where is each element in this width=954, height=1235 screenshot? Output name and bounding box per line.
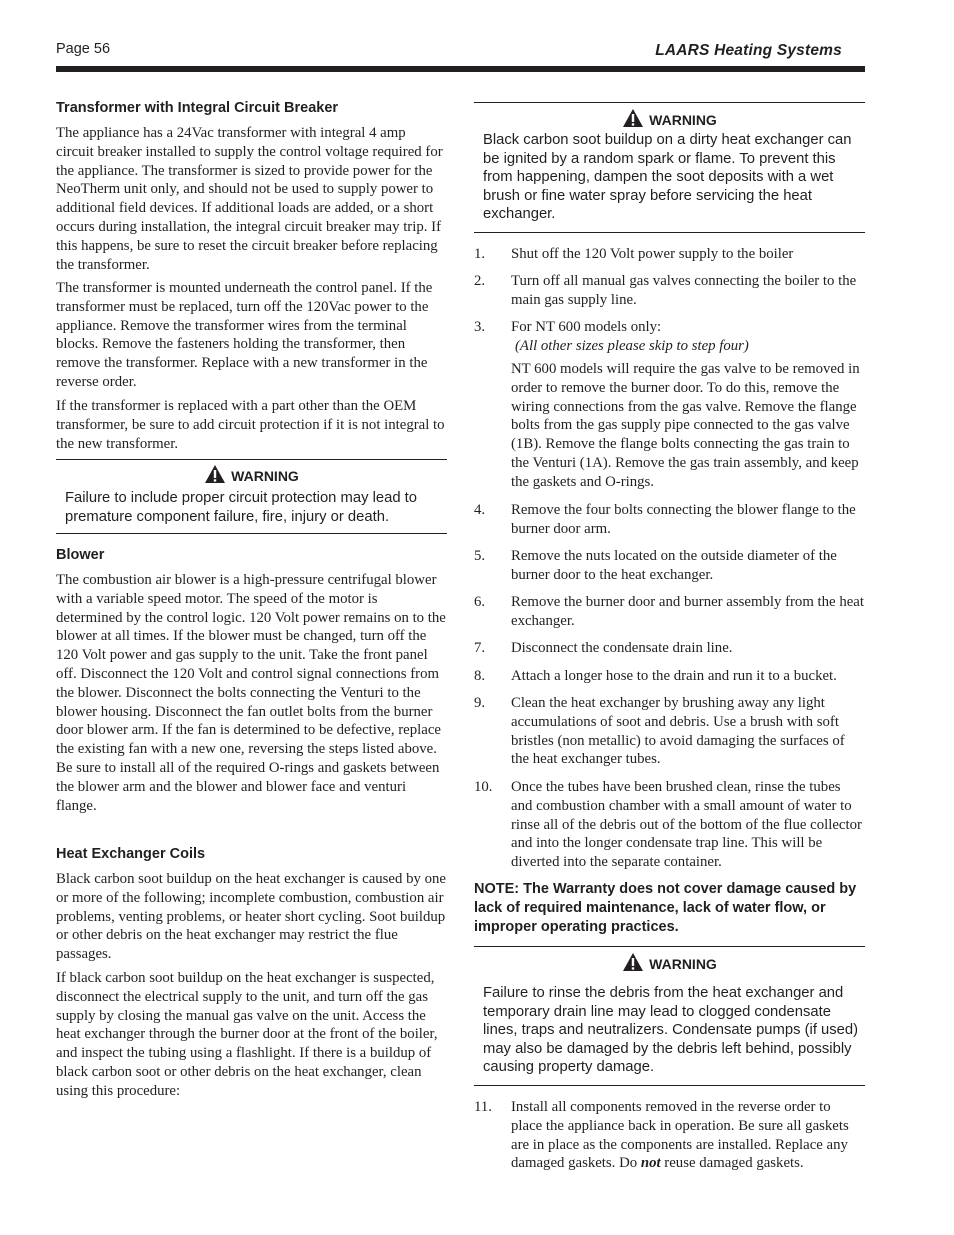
warning-text: Failure to rinse the debris from the heat exchanger and temporary drain line may lead to clogged condensate lines, traps and neutralizers. Condensate pumps (if used) may also be damaged by the debris left behind, possibly causing property damage. bbox=[483, 985, 859, 1076]
list-text-emphasis: not bbox=[640, 1155, 661, 1172]
list-number: 2. bbox=[474, 273, 486, 289]
warning-box-debris bbox=[474, 946, 865, 1086]
list-number: 6. bbox=[474, 594, 486, 610]
warning-box-circuit bbox=[56, 459, 447, 534]
list-item bbox=[474, 318, 865, 498]
transformer-heading: Transformer with Integral Circuit Breaker bbox=[56, 100, 339, 116]
warning-triangle-icon bbox=[622, 952, 644, 972]
list-text: Remove the four bolts connecting the blower flange to the burner door arm. bbox=[511, 502, 856, 537]
list-text: Shut off the 120 Volt power supply to the boiler bbox=[511, 246, 794, 262]
warning-label: WARNING bbox=[649, 956, 717, 972]
list-text bbox=[511, 1098, 865, 1173]
warning-text: Failure to include proper circuit protection may lead to premature component failure, fire, injury or death. bbox=[65, 490, 418, 525]
list-text-part: reuse damaged gaskets. bbox=[660, 1155, 804, 1172]
list-text: Clean the heat exchanger by brushing away any light accumulations of soot and debris. Use a brush with soft bristles (non metallic) to avoid damaging the surfaces of the heat exchanger tubes. bbox=[511, 695, 845, 768]
warning-label: WARNING bbox=[231, 468, 299, 484]
list-text: Once the tubes have been brushed clean, rinse the tubes and combustion chamber with a small amount of water to rinse all of the debris out of the bottom of the flue collector and into the longer condensate trap line. This will be diverted into the separate container. bbox=[511, 779, 862, 871]
heat-exchanger-paragraph-1: Black carbon soot buildup on the heat exchanger is caused by one or more of the following; incomplete combustion, combustion air problems, venting problems, or heater short cycling. Soot buildup or other debris on the heat exchanger may restrict the flue passages. bbox=[56, 871, 446, 963]
warning-text: Black carbon soot buildup on a dirty heat exchanger can be ignited by a random spark or flame. To prevent this from happening, dampen the soot deposits with a wet brush or fine water spray before servicing the heat exchanger. bbox=[483, 132, 852, 223]
list-number: 8. bbox=[474, 668, 486, 684]
transformer-paragraph-1: The appliance has a 24Vac transformer with integral 4 amp circuit breaker installed to supply the control voltage required for the appliance. The transformer is sized to provide power for the NeoTherm unit only, and should not be used to supply power to additional field devices. If additional loads are added, or a short occurs during installation, the integral circuit breaker may trip. If this happens, be sure to reset the circuit breaker before replacing the transformer. bbox=[56, 125, 443, 273]
list-text: Remove the nuts located on the outside diameter of the burner door to the heat exchanger. bbox=[511, 548, 837, 583]
transformer-paragraph-3: If the transformer is replaced with a part other than the OEM transformer, be sure to add circuit protection if it is not integral to the new transformer. bbox=[56, 398, 445, 452]
brand-title: LAARS Heating Systems bbox=[655, 42, 842, 59]
warning-triangle-icon bbox=[622, 108, 644, 128]
header-rule bbox=[56, 66, 865, 72]
list-number: 11. bbox=[474, 1099, 492, 1115]
list-number: 7. bbox=[474, 640, 486, 656]
warning-header bbox=[56, 464, 447, 484]
page-number: Page 56 bbox=[56, 41, 111, 57]
list-number: 9. bbox=[474, 695, 486, 711]
list-text: Turn off all manual gas valves connecting the boiler to the main gas supply line. bbox=[511, 273, 857, 308]
list-text-part: Install all components removed in the reverse order to place the appliance back in operation. Be sure all gaskets are in place as the components are installed. Replace any damaged gaskets. Do bbox=[511, 1099, 849, 1172]
warning-triangle-icon bbox=[204, 464, 226, 484]
list-note: (All other sizes please skip to step four) bbox=[515, 338, 749, 354]
warning-label: WARNING bbox=[649, 112, 717, 128]
list-number: 1. bbox=[474, 246, 486, 262]
list-number: 4. bbox=[474, 502, 486, 518]
list-text: Attach a longer hose to the drain and run it to a bucket. bbox=[511, 668, 837, 684]
blower-heading: Blower bbox=[56, 547, 105, 563]
warning-box-soot bbox=[474, 102, 865, 233]
list-number: 5. bbox=[474, 548, 486, 564]
list-number: 10. bbox=[474, 779, 493, 795]
list-detail: NT 600 models will require the gas valve to be removed in order to remove the burner door. To do this, remove the wiring connections from the gas valve. Remove the flange bolts from the gas supply pipe connected to the gas valve (1B). Remove the flange bolts connecting the gas train to the Venturi (1A). Remove the gas train assembly, and keep the gaskets and O-rings. bbox=[511, 361, 860, 490]
transformer-paragraph-2: The transformer is mounted underneath the control panel. If the transformer must be replaced, turn off the 120Vac power to the appliance. Remove the transformer wires from the terminal blocks. Remove the fasteners holding the transformer, then remove the transformer. Replace with a new transformer in the reverse order. bbox=[56, 280, 433, 390]
warranty-note: NOTE: The Warranty does not cover damage caused by lack of required maintenance, lack of water flow, or improper operating practices. bbox=[474, 881, 857, 935]
warning-header bbox=[474, 952, 865, 972]
list-text: Remove the burner door and burner assembly from the heat exchanger. bbox=[511, 594, 864, 629]
warning-header bbox=[474, 108, 865, 128]
heat-exchanger-paragraph-2: If black carbon soot buildup on the heat exchanger is suspected, disconnect the electrical supply to the unit, and turn off the gas supply by closing the manual gas valve on the unit. Access the heat exchanger through the burner door at the front of the boiler, and inspect the tubing using a flashlight. If there is a buildup of black carbon soot or other debris on the heat exchanger, clean using this procedure: bbox=[56, 970, 438, 1099]
blower-paragraph: The combustion air blower is a high-pressure centrifugal blower with a variable speed motor. The speed of the motor is determined by the control logic. 120 Volt power remains on to the blower at all times. If the blower must be changed, turn off the 120 Volt power and gas supply to the unit. Take the front panel off. Disconnect the 120 Volt and control signal connections from the blower. Disconnect the bolts connecting the Venturi to the blower housing. Disconnect the fan outlet bolts from the burner door blower arm. If the fan is determined to be defective, replace the existing fan with a new one, reversing the steps listed above. Be sure to install all of the required O-rings and gaskets between the blower arm and the blower and blower face and venturi flange. bbox=[56, 572, 446, 814]
list-text: For NT 600 models only: bbox=[511, 319, 662, 335]
heat-exchanger-heading: Heat Exchanger Coils bbox=[56, 846, 206, 862]
list-number: 3. bbox=[474, 319, 486, 335]
list-text: Disconnect the condensate drain line. bbox=[511, 640, 733, 656]
